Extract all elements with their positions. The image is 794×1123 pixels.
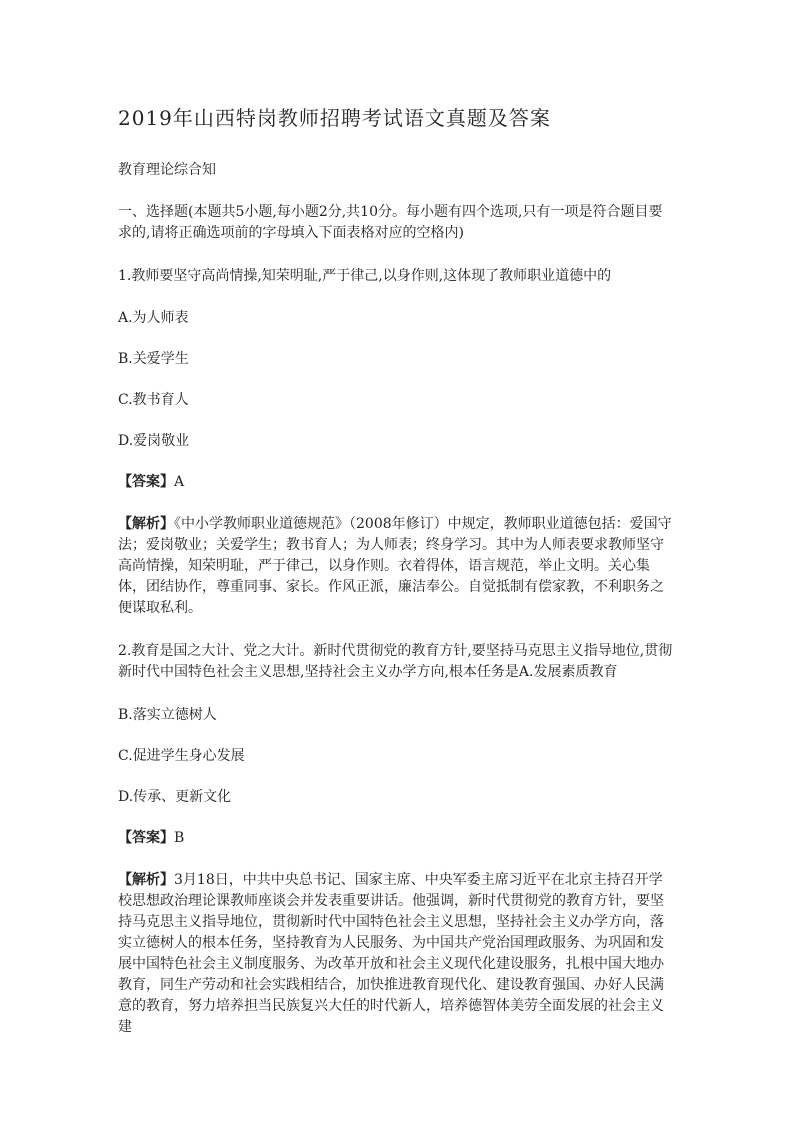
question-2-answer <box>118 828 674 848</box>
answer-tag: 【答案】 <box>118 830 174 846</box>
question-1-analysis <box>118 514 674 619</box>
answer-value: B <box>174 830 185 846</box>
document-title: 2019年山西特岗教师招聘考试语文真题及答案 <box>118 106 551 130</box>
instructions-paragraph: 一、选择题(本题共5小题,每小题2分,共10分。每小题有四个选项,只有一项是符合题目要求的,请将正确选项前的字母填入下面表格对应的空格内) <box>118 204 663 241</box>
question-1-option-a: A.为人师表 <box>118 310 189 326</box>
question-1-answer <box>118 472 674 492</box>
question-1-stem: 1.教师要坚守高尚情操,知荣明耻,严于律己,以身作则,这体现了教师职业道德中的 <box>118 268 612 284</box>
analysis-tag: 【解析】 <box>118 516 174 532</box>
analysis-text: 《中小学教师职业道德规范》（2008年修订）中规定，教师职业道德包括：爱国守法；爱岗敬业；关爱学生；教书育人；为人师表；终身学习。其中为人师表要求教师坚守高尚情操，知荣明耻，严于律己，以身作则。衣着得体，语言规范，举止文明。关心集体，团结协作，尊重同事、家长。作风正派，廉洁奉公。自觉抵制有偿家教，不利职务之便谋取私利。 <box>118 516 672 616</box>
analysis-text: 3月18日，中共中央总书记、国家主席、中央军委主席习近平在北京主持召开学校思想政治理论课教师座谈会并发表重要讲话。他强调，新时代贯彻党的教育方针，要坚持马克思主义指导地位，贯彻新时代中国特色社会主义思想，坚持社会主义办学方向，落实立德树人的根本任务，坚持教育为人民服务、为中国共产党治国理政服务、为巩固和发展中国特色社会主义制度服务、为改革开放和社会主义现代化建设服务，扎根中国大地办教育，同生产劳动和社会实践相结合，加快推进教育现代化、建设教育强国、办好人民满意的教育，努力培养担当民族复兴大任的时代新人，培养德智体美劳全面发展的社会主义建 <box>118 872 664 1035</box>
question-2-option-d: D.传承、更新文化 <box>118 789 232 805</box>
answer-value: A <box>174 474 185 490</box>
question-2-stem: 2.教育是国之大计、党之大计。新时代贯彻党的教育方针,要坚持马克思主义指导地位,贯彻新时代中国特色社会主义思想,坚持社会主义办学方向,根本任务是A.发展素质教育 <box>118 643 673 680</box>
answer-tag: 【答案】 <box>118 474 174 490</box>
question-2-option-b: B.落实立德树人 <box>118 707 217 723</box>
question-1-option-d: D.爱岗敬业 <box>118 433 190 449</box>
question-2-analysis <box>118 870 674 1038</box>
question-2-option-c: C.促进学生身心发展 <box>118 748 245 764</box>
question-1-option-c: C.教书育人 <box>118 392 189 408</box>
analysis-tag: 【解析】 <box>118 872 174 888</box>
question-1-option-b: B.关爱学生 <box>118 351 189 367</box>
section-heading: 教育理论综合知 <box>118 162 216 178</box>
